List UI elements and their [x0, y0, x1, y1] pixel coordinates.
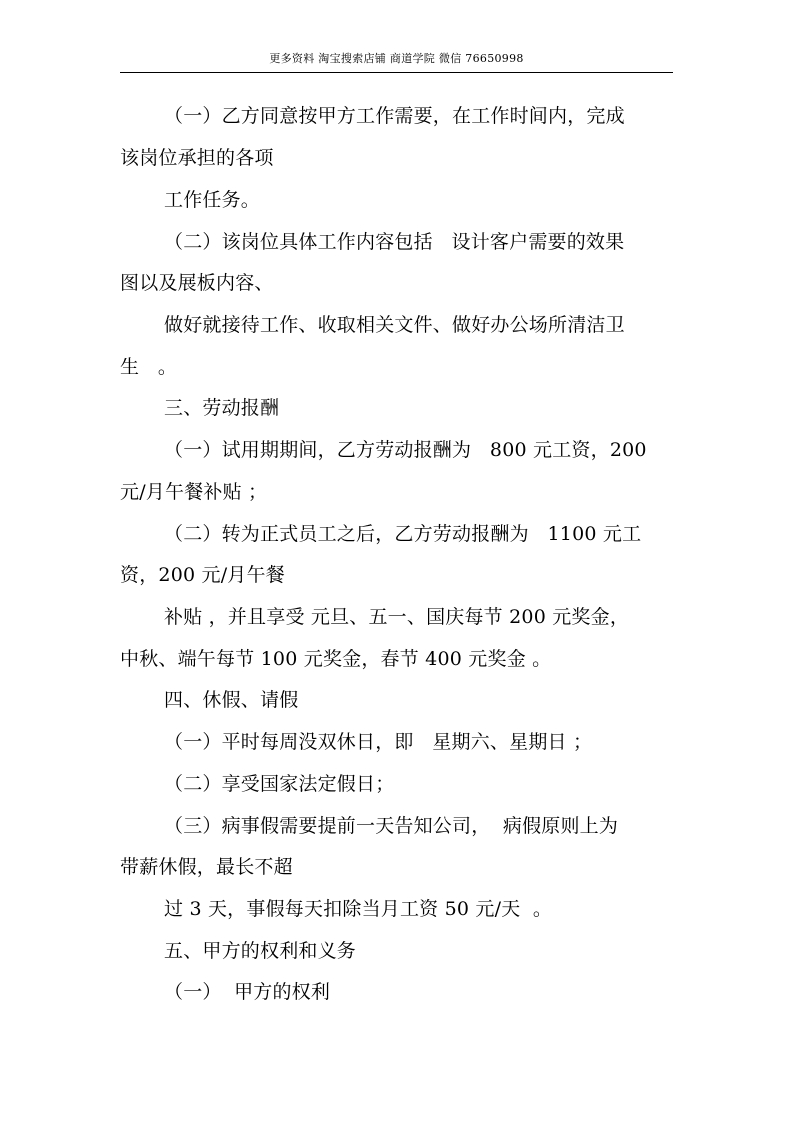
- body-line-9: （一）试用期期间，乙方劳动报酬为 800 元工资，200: [164, 439, 647, 461]
- page-header-text: 更多资料 淘宝搜索店铺 商道学院 微信 76650998: [269, 52, 524, 65]
- body-line-19: 带薪休假，最长不超: [120, 856, 293, 878]
- body-line-11: （二）转为正式员工之后，乙方劳动报酬为 1100 元工: [164, 523, 642, 545]
- body-line-5: 图以及展板内容、: [120, 272, 274, 294]
- body-line-3: 工作任务。: [164, 189, 261, 211]
- body-line-1: （一）乙方同意按甲方工作需要，在工作时间内，完成: [164, 105, 625, 127]
- section-heading-3: 三、劳动报酬: [164, 397, 280, 419]
- body-line-22: （一） 甲方的权利: [164, 981, 331, 1003]
- body-line-17: （二）享受国家法定假日；: [164, 773, 395, 795]
- section-heading-4: 四、休假、请假: [164, 689, 299, 711]
- body-line-4: （二）该岗位具体工作内容包括 设计客户需要的效果: [164, 231, 625, 253]
- body-line-7: 生 。: [120, 356, 178, 378]
- body-line-20: 过 3 天，事假每天扣除当月工资 50 元/天 。: [164, 898, 553, 920]
- body-line-12: 资，200 元/月午餐: [120, 564, 285, 586]
- body-line-6: 做好就接待工作、收取相关文件、做好办公场所清洁卫: [164, 314, 625, 336]
- body-line-14: 中秋、端午每节 100 元奖金，春节 400 元奖金 。: [120, 648, 552, 670]
- body-line-16: （一）平时每周没双休日，即 星期六、星期日 ；: [164, 731, 593, 753]
- section-heading-5: 五、甲方的权利和义务: [164, 940, 357, 962]
- header-rule: [120, 72, 673, 73]
- body-line-13: 补贴 ，并且享受 元旦、五一、国庆每节 200 元奖金，: [164, 606, 630, 628]
- body-line-2: 该岗位承担的各项: [120, 147, 274, 169]
- body-line-18: （三）病事假需要提前一天告知公司， 病假原则上为: [164, 815, 619, 837]
- body-line-10: 元/月午餐补贴 ；: [120, 481, 268, 503]
